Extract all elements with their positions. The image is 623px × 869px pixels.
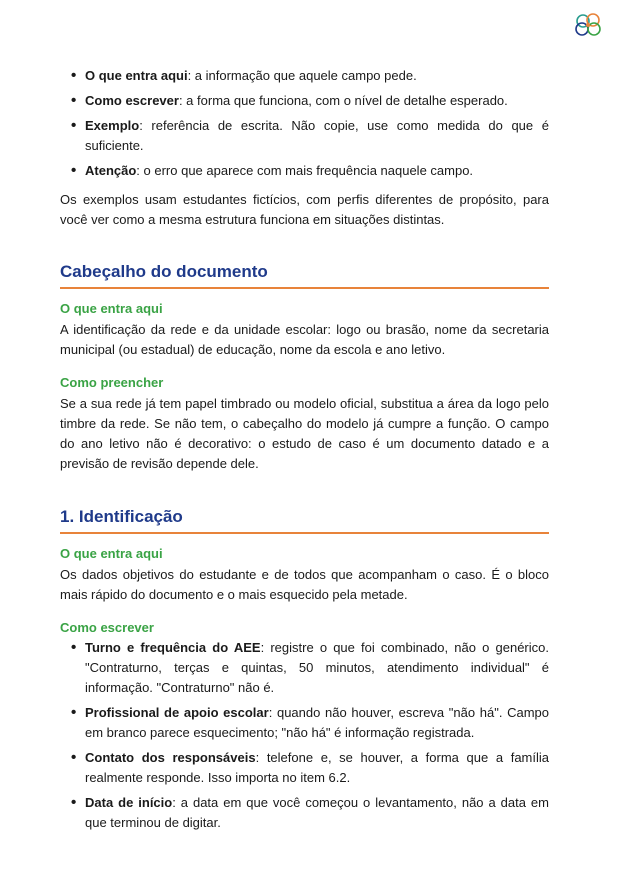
subsection-title: Como escrever [60,620,154,635]
identificacao-bullet: • Turno e frequência do AEE: registre o que foi combinado, não o genérico. "Contraturno, terças e quintas, 50 minutos, atendimento individual" é informação. "Contraturno" não é. [60,638,549,698]
subsection-title: Como preencher [60,375,164,390]
intro-bullet-list [60,66,549,186]
intro-paragraph: Os exemplos usam estudantes fictícios, com perfis diferentes de propósito, para você ver como a mesma estrutura funciona em situações distintas. [60,192,549,227]
identificacao-bullet: • Profissional de apoio escolar: quando não houver, escreva "não há". Campo em branco parece esquecimento; "não há" é informação registrada. [60,703,549,743]
section-title-cabecalho: Cabeçalho do documento [60,261,549,289]
section-title-identificacao: 1. Identificação [60,506,549,534]
identificacao-bullet: • Data de início: a data em que você começou o levantamento, não a data em que terminou de digitar. [60,793,549,833]
identificacao-bullet: • Contato dos responsáveis: telefone e, se houver, a forma que a família realmente responde. Isso importa no item 6.2. [60,748,549,788]
subsection-title: O que entra aqui [60,546,163,561]
intro-bullet: • Como escrever: a forma que funciona, com o nível de detalhe esperado. [60,91,549,111]
subsection-title: O que entra aqui [60,301,163,316]
intro-bullet: • Exemplo: referência de escrita. Não copie, use como medida do que é suficiente. [60,116,549,156]
intro-bullet: • Atenção: o erro que aparece com mais frequência naquele campo. [60,161,549,181]
identificacao-bullet-list [60,638,549,838]
brain-logo-icon [573,12,605,38]
subsection-text: Se a sua rede já tem papel timbrado ou modelo oficial, substitua a área da logo pelo timbre da rede. Se não tem, o cabeçalho do modelo já cumpre a função. O campo do ano letivo não é decorativo: o estudo de caso é um documento datado e a previsão de revisão depende dele. [60,396,549,471]
subsection-text: A identificação da rede e da unidade escolar: logo ou brasão, nome da secretaria municipal (ou estadual) de educação, nome da escola e ano letivo. [60,322,549,357]
subsection-text: Os dados objetivos do estudante e de todos que acompanham o caso. É o bloco mais rápido do documento e o mais esquecido pela metade. [60,567,549,602]
intro-bullet: • O que entra aqui: a informação que aquele campo pede. [60,66,549,86]
